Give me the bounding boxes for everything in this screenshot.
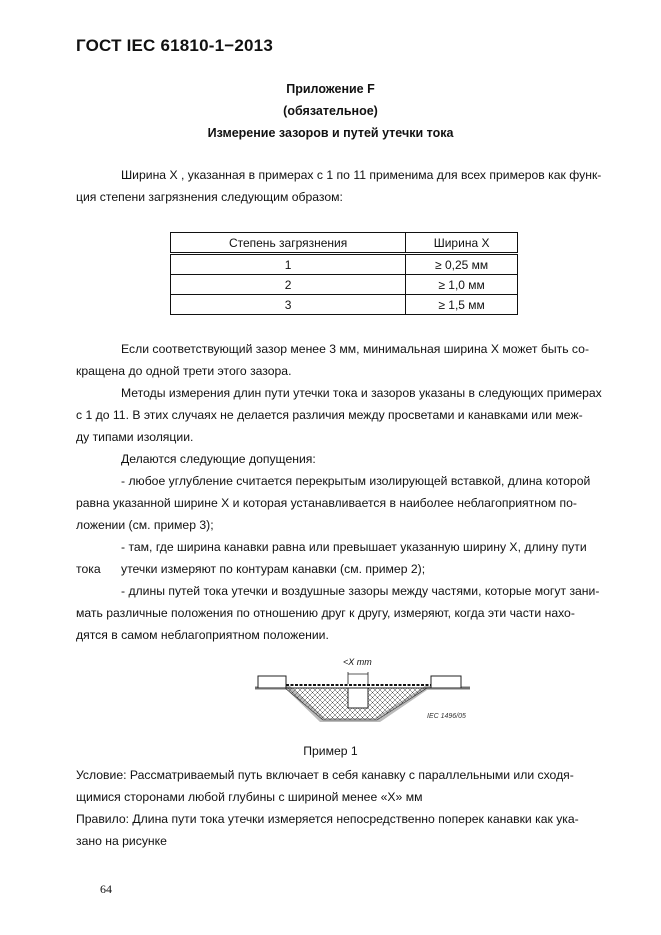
body-p2-line1: Методы измерения длин пути утечки тока и зазоров указаны в следующих примерах <box>121 386 602 400</box>
table-cell-degree: 2 <box>171 275 406 295</box>
appendix-title: Приложение F <box>286 82 375 96</box>
table-cell-width: ≥ 1,0 мм <box>406 275 518 295</box>
page-number: 64 <box>100 882 112 896</box>
standard-header: ГОСТ IEC 61810-1−2013 <box>76 36 273 55</box>
table-row <box>171 275 518 295</box>
center-insert <box>348 688 368 708</box>
rule-line-1: Правило: Длина пути тока утечки измеряется непосредственно поперек канавки как ука- <box>76 812 579 826</box>
table-cell-degree: 1 <box>171 254 406 275</box>
body-p5-line2b: утечки измеряют по контурам канавки (см. пример 2); <box>121 562 426 576</box>
table-cell-width: ≥ 0,25 мм <box>406 254 518 275</box>
body-p2-line3: ду типами изоляции. <box>76 430 194 444</box>
body-p1-line2: кращена до одной трети этого зазора. <box>76 364 292 378</box>
body-p1-line1: Если соответствующий зазор менее 3 мм, минимальная ширина X может быть со- <box>121 342 589 356</box>
intro-line-1: Ширина X , указанная в примерах с 1 по 11 применима для всех примеров как функ- <box>121 168 602 182</box>
table-cell-width: ≥ 1,5 мм <box>406 295 518 315</box>
table-header-row <box>171 233 518 254</box>
table-header-width: Ширина X <box>406 233 518 254</box>
right-part <box>431 676 461 688</box>
body-p5-line1: - там, где ширина канавки равна или превышает указанную ширину X, длину пути <box>121 540 587 554</box>
left-part <box>258 676 286 688</box>
table-row <box>171 295 518 315</box>
body-p6-line1: - длины путей тока утечки и воздушные зазоры между частями, которые могут зани- <box>121 584 600 598</box>
condition-line-1: Условие: Рассматриваемый путь включает в себя канавку с параллельными или сходя- <box>76 768 574 782</box>
figure-caption: Пример 1 <box>303 744 358 758</box>
appendix-status: (обязательное) <box>283 104 378 118</box>
table-header-pollution: Степень загрязнения <box>171 233 406 254</box>
body-p4-line1: - любое углубление считается перекрытым изолирующей вставкой, длина которой <box>121 474 591 488</box>
body-p2-line2: с 1 до 11. В этих случаях не делается различия между просветами и канавками или меж- <box>76 408 583 422</box>
dimension-label: <X mm <box>343 657 372 667</box>
body-p4-line3: ложении (см. пример 3); <box>76 518 214 532</box>
body-p5-line2a: тока <box>76 562 101 576</box>
table-row <box>171 254 518 275</box>
figure-code: IEC 1496/05 <box>427 713 466 720</box>
body-p6-line3: дятся в самом неблагоприятном положении. <box>76 628 329 642</box>
rule-line-2: зано на рисунке <box>76 834 167 848</box>
table-cell-degree: 3 <box>171 295 406 315</box>
condition-line-2: щимися сторонами любой глубины с шириной менее «X» мм <box>76 790 423 804</box>
pollution-table <box>170 232 518 315</box>
appendix-subtitle: Измерение зазоров и путей утечки тока <box>207 126 454 140</box>
body-p4-line2: равна указанной ширине X и которая устанавливается в наиболее неблагоприятном по- <box>76 496 577 510</box>
body-p6-line2: мать различные положения по отношению друг к другу, измеряют, когда эти части нахо- <box>76 606 575 620</box>
intro-line-2: ция степени загрязнения следующим образом: <box>76 190 343 204</box>
body-p3: Делаются следующие допущения: <box>121 452 316 466</box>
